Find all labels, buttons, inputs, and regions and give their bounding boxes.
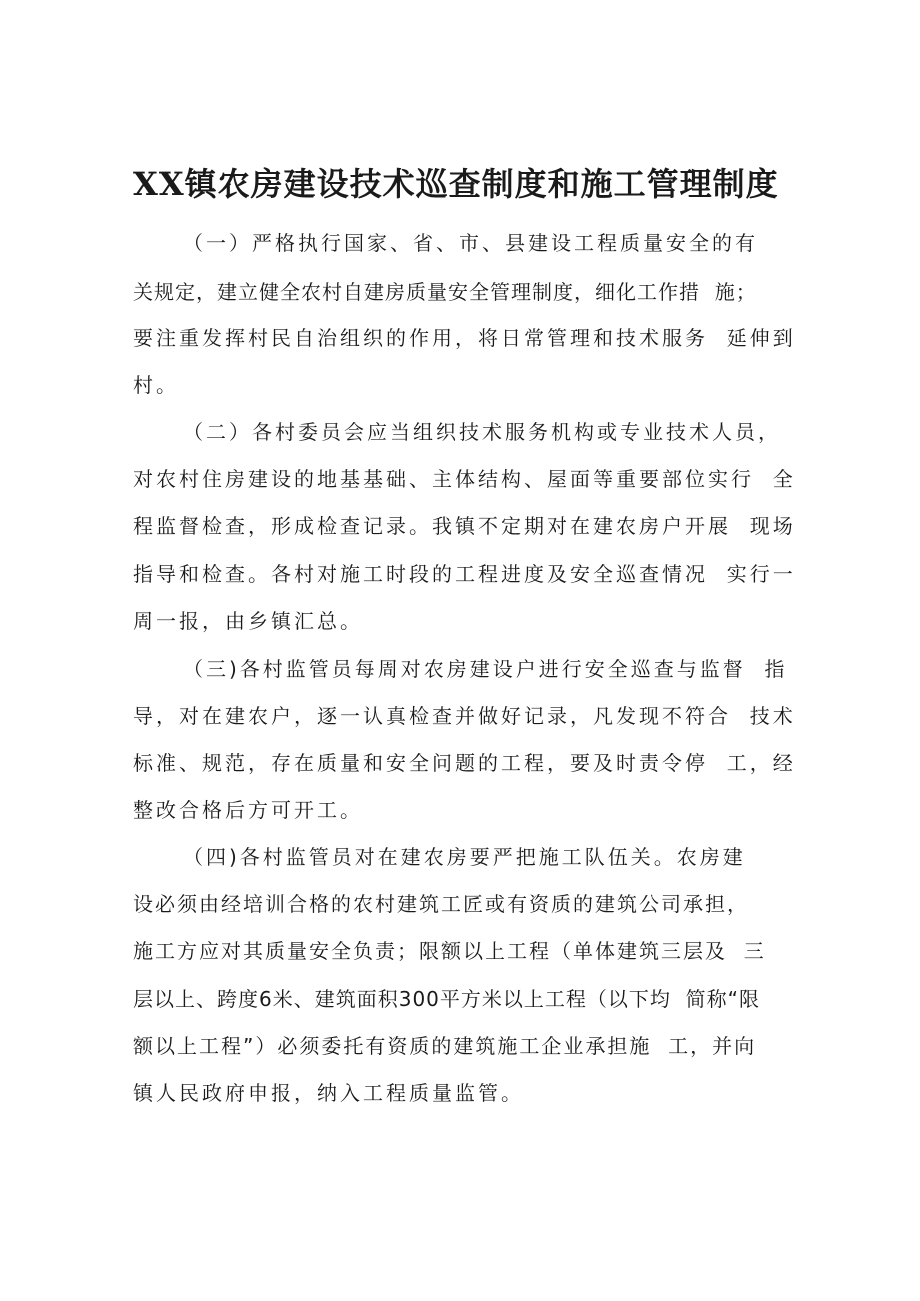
paragraph-4-line-1: （四)各村监管员对在建农房要严把施工队伍关。农房建 (183, 845, 746, 869)
paragraph-2-line-5: 周一报，由乡镇汇总。 (133, 609, 363, 633)
paragraph-3-line-4: 整改合格后方可开工。 (133, 798, 363, 822)
paragraph-4-line-2: 设必须由经培训合格的农村建筑工匠或有资质的建筑公司承担， (133, 892, 749, 916)
paragraph-3-line-2: 导，对在建农户，逐一认真检查并做好记录，凡发现不符合 技术 (133, 704, 796, 728)
paragraph-2-line-4: 指导和检查。各村对施工时段的工程进度及安全巡查情况 实行一 (133, 562, 796, 586)
paragraph-4-line-5: 额以上工程”）必须委托有资质的建筑施工企业承担施 工，并向 (133, 1034, 757, 1058)
paragraph-1-line-2: 关规定，建立健全农村自建房质量安全管理制度，细化工作措 施； (133, 280, 757, 304)
paragraph-1-line-1: （一）严格执行国家、省、市、县建设工程质量安全的有 (183, 231, 758, 255)
paragraph-2-line-3: 程监督检查，形成检查记录。我镇不定期对在建农房户开展 现场 (133, 514, 796, 538)
paragraph-4-line-3: 施工方应对其质量安全负责；限额以上工程（单体建筑三层及 三 (133, 939, 766, 963)
paragraph-2-line-2: 对农村住房建设的地基基础、主体结构、屋面等重要部位实行 全 (133, 467, 796, 491)
paragraph-2-line-1: （二）各村委员会应当组织技术服务机构或专业技术人员， (183, 420, 781, 444)
paragraph-3-line-3: 标准、规范，存在质量和安全问题的工程，要及时责令停 工，经 (133, 751, 796, 775)
paragraph-4-line-6: 镇人民政府申报，纳入工程质量监管。 (133, 1081, 524, 1105)
paragraph-1-line-4: 村。 (133, 373, 179, 397)
document-title: XX镇农房建设技术巡查制度和施工管理制度 (133, 165, 779, 203)
paragraph-1-line-3: 要注重发挥村民自治组织的作用，将日常管理和技术服务 延伸到 (133, 326, 796, 350)
paragraph-3-line-1: （三)各村监管员每周对农房建设户进行安全巡查与监督 指 (183, 657, 788, 681)
paragraph-4-line-4: 层以上、跨度6米、建筑面积300平方米以上工程（以下均 简称“限 (133, 987, 760, 1011)
